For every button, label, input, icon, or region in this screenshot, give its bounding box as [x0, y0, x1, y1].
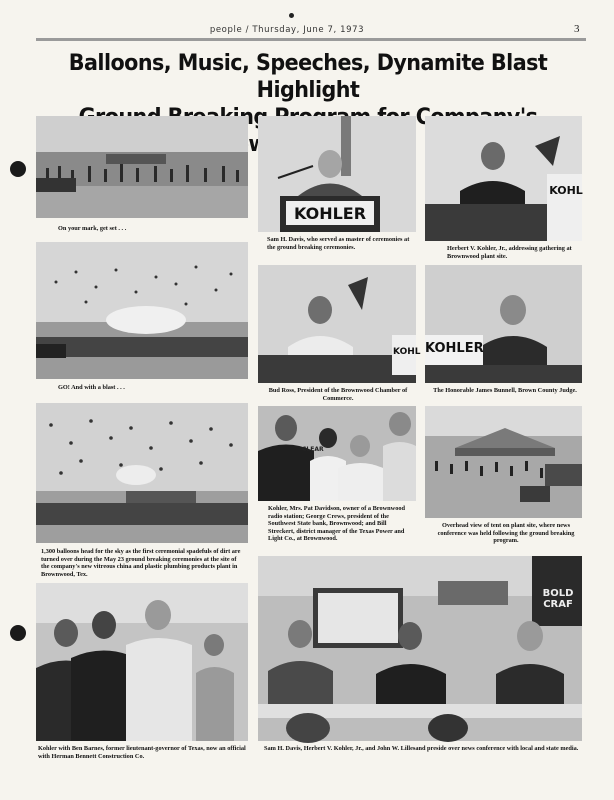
bold-craft-sign: BOLD CRAF — [542, 588, 574, 610]
clear-sign: CLEAR — [302, 446, 324, 453]
caption-group-four: Kohler, Mrs. Pat Davidson, owner of a Brownwood radio station; George Crews, president of the Southwest State bank, Brownwood; and Bill Streckert, district manager of the Texas Power and Light Co., at Brownwood. — [268, 505, 406, 543]
caption-ben-barnes: Kohler with Ben Barnes, former lieutenant-governor of Texas, now an official with Herman Bennett Construction Co. — [38, 745, 246, 760]
headline-line-1: Balloons, Music, Speeches, Dynamite Blast Highlight — [68, 50, 548, 103]
caption-go-blast: GO! And with a blast . . . — [58, 384, 125, 391]
page-number: 3 — [574, 23, 580, 35]
kohler-side-sign: KOHL — [549, 184, 583, 197]
photo-group-four — [258, 406, 416, 501]
caption-james-bunnell: The Honorable James Bunnell, Brown County Judge. — [433, 387, 577, 394]
running-head: people / Thursday, June 7, 1973 — [209, 25, 365, 35]
kohler-partial-sign: KOHL — [393, 347, 421, 357]
caption-tent-overhead: Overhead view of tent on plant site, where news conference was held following the ground breaking program. — [437, 522, 575, 545]
photo-balloons-go — [36, 242, 248, 379]
kohler-podium-sign: KOHLER — [293, 204, 367, 223]
photo-news-conference — [258, 556, 582, 741]
photo-balloons-sky — [36, 403, 248, 543]
caption-bud-ross: Bud Ross, President of the Brownwood Chamber of Commerce. — [268, 387, 408, 402]
photo-tent-overhead — [425, 406, 582, 518]
photo-james-bunnell — [425, 265, 582, 383]
kohler-left-sign: KOHLER — [425, 341, 484, 356]
header-rule — [36, 38, 586, 41]
caption-news-conference: Sam H. Davis, Herbert V. Kohler, Jr., and John W. Lillesand preside over news conference with local and state media. — [264, 745, 579, 752]
photo-bud-ross — [258, 265, 421, 383]
photo-kohler-addressing — [425, 116, 582, 241]
binder-hole-top — [10, 161, 26, 177]
caption-kohler-addressing: Herbert V. Kohler, Jr., addressing gathering at Brownwood plant site. — [447, 245, 572, 260]
photo-crowd-get-set — [36, 116, 248, 218]
binder-hole-bottom — [10, 625, 26, 641]
photo-sam-davis-podium — [258, 116, 416, 232]
caption-1300-balloons: 1,300 balloons head for the sky as the first ceremonial spadefuls of dirt are turned over during the May 23 ground breaking ceremonies at the site of the company's new vitreous china and plastic plumbing products plant in Brownwood, Tex. — [41, 548, 241, 578]
caption-get-set: On your mark, get set . . . — [58, 225, 127, 232]
photo-ben-barnes — [36, 583, 248, 741]
caption-sam-davis: Sam H. Davis, who served as master of ceremonies at the ground breaking ceremonies. — [267, 236, 410, 251]
registration-dot — [289, 13, 294, 18]
